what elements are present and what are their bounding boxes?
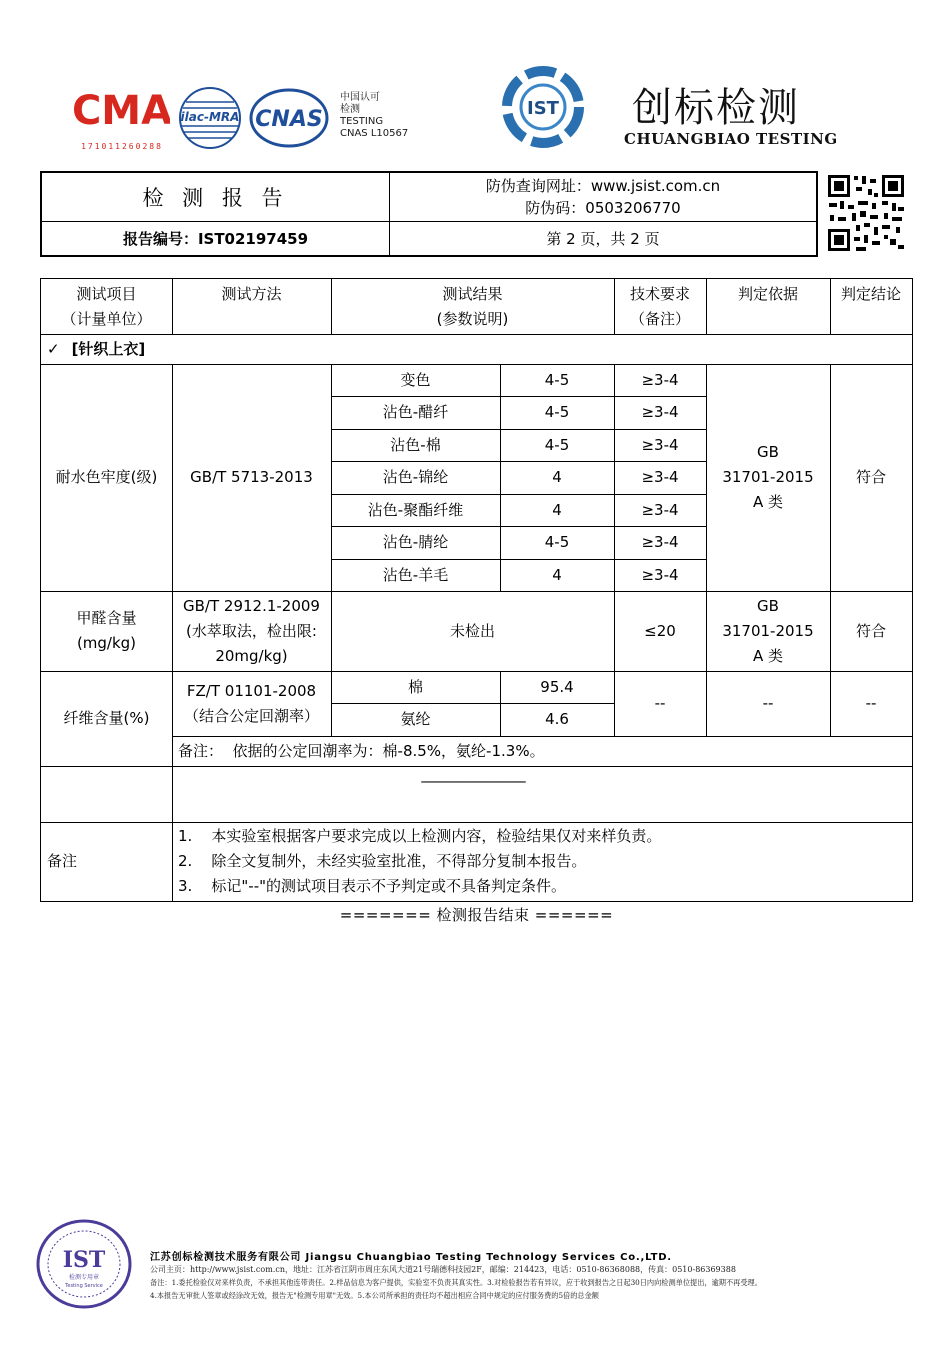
qr-code — [826, 173, 906, 253]
cf-value: 4 — [552, 468, 562, 486]
col-header-method: 测试方法 — [221, 284, 282, 303]
fiber-item: 纤维含量(%) — [63, 709, 150, 727]
seal-en: Testing Service — [65, 1283, 103, 1289]
footer-line: 备注：1.委托检验仅对来样负责，不承担其他连带责任。2.样品信息为客户提供，实验室不负责其真实性。3.对检验报告若有异议，应于收到报告之日起30日内向检测单位提出，逾期不再受理。 — [150, 1278, 762, 1287]
col-header-requirement — [614, 279, 706, 334]
fiber-value: 4.6 — [545, 710, 569, 728]
col-header-result — [331, 279, 614, 334]
colorfastness-basis — [706, 364, 830, 591]
cnas-caption — [340, 92, 420, 140]
ist-text: IST — [527, 98, 559, 119]
report-title: 检 测 报 告 — [142, 186, 289, 210]
section-row — [47, 335, 447, 364]
fiber-conclusion: -- — [865, 694, 877, 712]
col-header-item-line: 测试项目 — [76, 284, 137, 303]
col-header-requirement-line: （备注） — [629, 309, 690, 328]
basis-line: 31701-2015 — [722, 468, 814, 486]
col-header-result-line: 测试结果 — [442, 284, 503, 303]
formaldehyde-basis — [706, 591, 830, 671]
colorfastness-method: GB/T 5713-2013 — [190, 468, 313, 486]
anti-fake-info — [390, 173, 816, 221]
seal-stamp-icon — [36, 1219, 132, 1309]
cf-param: 沾色-醋纤 — [382, 403, 449, 421]
fiber-param: 棉 — [407, 677, 423, 696]
fiber-value: 95.4 — [540, 677, 574, 696]
method-line: 20mg/kg) — [215, 646, 288, 665]
ilac-mra-logo — [178, 86, 242, 150]
remark-item: 1. 本实验室根据客户要求完成以上检测内容，检验结果仅对来样负责。 — [178, 827, 662, 845]
basis-line: A 类 — [752, 646, 784, 665]
cnas-line: CNAS L10567 — [340, 128, 409, 139]
cf-value: 4-5 — [544, 370, 570, 389]
cf-value: 4-5 — [544, 435, 570, 454]
blank-row-line: ———————— — [420, 771, 525, 790]
ist-gear-icon — [502, 66, 584, 148]
footer-line: 4.本报告无审批人签章或经涂改无效，报告无"检测专用章"无效。5.本公司所承担的责任均不超出相应合同中规定的应付服务费的5倍的总金额 — [150, 1291, 599, 1300]
cf-value: 4 — [552, 500, 562, 519]
method-line: (水萃取法，检出限: — [186, 621, 317, 640]
fiber-param: 氨纶 — [400, 710, 431, 728]
remark-item: 2. 除全文复制外，未经实验室批准，不得部分复制本报告。 — [178, 852, 587, 870]
footer-details — [150, 1263, 930, 1302]
cnas-mark-icon — [248, 86, 330, 150]
method-line: （结合公定回潮率） — [183, 706, 319, 725]
cf-req: ≥3-4 — [641, 468, 679, 486]
cma-logo — [74, 84, 170, 151]
test-results-table — [40, 278, 913, 902]
colorfastness-conclusion: 符合 — [855, 468, 886, 486]
cma-text: CMA — [74, 88, 170, 134]
seal-text: IST — [62, 1247, 106, 1273]
cf-req: ≥3-4 — [641, 370, 679, 389]
cf-param: 沾色-聚酯纤维 — [367, 500, 464, 519]
formaldehyde-method — [172, 591, 331, 671]
formaldehyde-item-line: (mg/kg) — [76, 634, 137, 652]
method-line: FZ/T 01101-2008 — [186, 681, 317, 700]
remarks-label: 备注 — [47, 852, 78, 870]
cnas-line: 中国认可 — [340, 92, 380, 103]
cma-number: 171011260288 — [81, 142, 163, 151]
fiber-note: 备注： 依据的公定回潮率为：棉-8.5%，氨纶-1.3%。 — [178, 742, 545, 760]
ist-brand-logo — [502, 66, 584, 148]
col-header-item — [41, 279, 172, 334]
cf-value: 4-5 — [544, 533, 570, 551]
report-number: 报告编号：IST02197459 — [122, 230, 309, 248]
cf-param: 变色 — [400, 370, 431, 389]
cf-req: ≥3-4 — [641, 565, 679, 584]
section-title: [针织上衣] — [71, 340, 146, 358]
cf-value: 4-5 — [544, 403, 570, 421]
col-header-requirement-line: 技术要求 — [629, 284, 690, 303]
cf-req: ≥3-4 — [641, 403, 679, 421]
anti-fake-url: 防伪查询网址：www.jsist.com.cn — [485, 177, 721, 195]
footer-line: 公司主页：http://www.jsist.com.cn，地址：江苏省江阴市周庄东风大道21号瑞德科技园2F，邮编：214423，电话：0510-86368088，传真：0510-86369388 — [150, 1265, 736, 1274]
cf-param: 沾色-棉 — [390, 435, 441, 454]
fiber-req: -- — [654, 694, 666, 712]
formaldehyde-item — [41, 591, 172, 671]
remarks-list — [178, 824, 908, 899]
cf-param: 沾色-锦纶 — [382, 468, 449, 486]
fiber-method — [172, 671, 331, 736]
formaldehyde-item-line: 甲醛含量 — [76, 609, 137, 627]
col-header-item-line: （计量单位） — [61, 309, 152, 328]
basis-line: 31701-2015 — [722, 621, 814, 640]
fiber-basis: -- — [762, 694, 774, 712]
report-end-marker: ======= 检测报告结束 ====== — [339, 906, 614, 924]
ist-seal — [36, 1219, 132, 1309]
cnas-line: TESTING — [340, 116, 384, 127]
brand-name-cn: 创标检测 — [632, 85, 800, 131]
basis-line: GB — [757, 596, 779, 615]
formaldehyde-conclusion: 符合 — [855, 621, 886, 640]
ilac-globe-icon — [178, 86, 242, 150]
cnas-text: CNAS — [255, 107, 323, 132]
basis-line: GB — [757, 443, 779, 461]
colorfastness-item: 耐水色牢度(级) — [55, 468, 158, 486]
formaldehyde-req: ≤20 — [644, 621, 676, 640]
report-header-box — [40, 171, 818, 257]
page-info: 第 2 页，共 2 页 — [546, 230, 660, 248]
cf-req: ≥3-4 — [641, 533, 679, 551]
footer-company: 江苏创标检测技术服务有限公司 Jiangsu Chuangbiao Testing Technology Services Co.,LTD. — [150, 1252, 672, 1263]
cnas-line: 检测 — [340, 104, 360, 115]
check-icon: ✓ — [47, 340, 60, 358]
basis-line: A 类 — [752, 493, 784, 511]
col-header-conclusion: 判定结论 — [840, 284, 901, 303]
cf-value: 4 — [552, 565, 562, 584]
remark-item: 3. 标记"--"的测试项目表示不予判定或不具备判定条件。 — [178, 877, 567, 895]
formaldehyde-result: 未检出 — [449, 621, 495, 640]
cf-req: ≥3-4 — [641, 435, 679, 454]
cf-param: 沾色-腈纶 — [382, 533, 449, 551]
brand-name-en: CHUANGBIAO TESTING — [624, 130, 838, 148]
col-header-basis: 判定依据 — [737, 284, 798, 303]
method-line: GB/T 2912.1-2009 — [183, 596, 320, 615]
cf-req: ≥3-4 — [641, 500, 679, 519]
cnas-logo — [248, 86, 330, 150]
cf-param: 沾色-羊毛 — [382, 565, 449, 584]
anti-fake-code: 防伪码：0503206770 — [525, 199, 681, 217]
seal-sub: 检测专用章 — [68, 1274, 100, 1281]
qr-code-icon — [826, 173, 906, 253]
col-header-result-line: (参数说明) — [436, 309, 509, 328]
cma-mark-icon — [74, 84, 170, 134]
ilac-text: ilac-MRA — [180, 110, 240, 124]
